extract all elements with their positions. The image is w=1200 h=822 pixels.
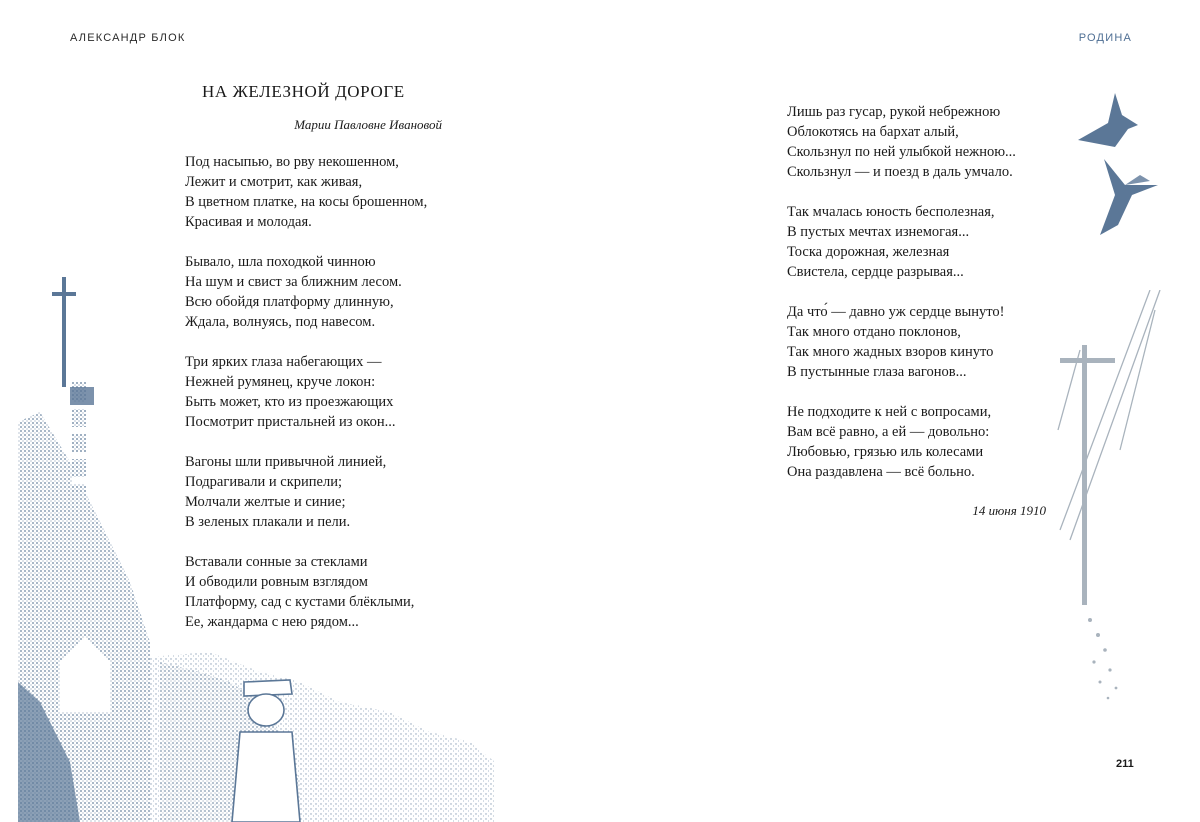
left-page-text: [185, 152, 485, 652]
verse-line: Красивая и молодая.: [185, 214, 312, 230]
verse-line: Облокотясь на бархат алый,: [787, 124, 959, 140]
verse-line: В зеленых плакали и пели.: [185, 514, 351, 530]
verse-line: Подрагивали и скрипели;: [185, 474, 343, 490]
stanza: [787, 202, 1087, 282]
running-head-section: РОДИНА: [1078, 32, 1132, 44]
verse-line: Нежней румянец, круче локон:: [185, 374, 376, 390]
stanza: [185, 452, 485, 532]
verse-line: На шум и свист за ближним лесом.: [185, 274, 402, 290]
verse-line: Да что́ — давно уж сердце вынуто!: [787, 304, 1005, 320]
stanza: [185, 552, 485, 632]
stanza: [787, 102, 1087, 182]
stanza: [185, 352, 485, 432]
verse-line: Платформу, сад с кустами блёклыми,: [185, 594, 415, 610]
verse-line: Так много отдано поклонов,: [787, 324, 961, 340]
verse-line: Ждала, волнуясь, под навесом.: [185, 314, 376, 330]
stanza: [185, 252, 485, 332]
verse-line: Лишь раз гусар, рукой небрежною: [787, 104, 1001, 120]
right-page-text: [787, 102, 1087, 502]
verse-line: Три ярких глаза набегающих —: [185, 354, 382, 370]
verse-line: Так много жадных взоров кинуто: [787, 344, 994, 360]
poem-title: НА ЖЕЛЕЗНОЙ ДОРОГЕ: [202, 82, 405, 101]
verse-line: Вам всё равно, а ей — довольно:: [787, 424, 990, 440]
stanza: [185, 152, 485, 232]
verse-line: В пустых мечтах изнемогая...: [787, 224, 970, 240]
verse-line: Быть может, кто из проезжающих: [185, 394, 394, 410]
verse-line: Молчали желтые и синие;: [185, 494, 346, 510]
verse-line: Лежит и смотрит, как живая,: [185, 174, 363, 190]
verse-line: И обводили ровным взглядом: [185, 574, 368, 590]
verse-line: Всю обойдя платформу длинную,: [185, 294, 394, 310]
verse-line: Скользнул — и поезд в даль умчало.: [787, 164, 1013, 180]
bird-icon: [1078, 93, 1138, 147]
verse-line: Любовью, грязью иль колесами: [787, 444, 984, 460]
page-number: 211: [1116, 758, 1134, 770]
poem-dedication: Марии Павловне Ивановой: [294, 117, 442, 132]
poem-date: 14 июня 1910: [972, 503, 1046, 518]
verse-line: Бывало, шла походкой чинною: [185, 254, 376, 270]
verse-line: Под насыпью, во рву некошенном,: [185, 154, 399, 170]
verse-line: Свистела, сердце разрывая...: [787, 264, 964, 280]
verse-line: Вставали сонные за стеклами: [185, 554, 368, 570]
verse-line: Вагоны шли привычной линией,: [185, 454, 387, 470]
running-head-author: АЛЕКСАНДР БЛОК: [70, 32, 186, 44]
verse-line: В цветном платке, на косы брошенном,: [185, 194, 428, 210]
verse-line: В пустынные глаза вагонов...: [787, 364, 967, 380]
stanza: [787, 402, 1087, 482]
stanza: [787, 302, 1087, 382]
bird-icon: [1100, 159, 1158, 235]
verse-line: Она раздавлена — всё больно.: [787, 464, 975, 480]
verse-line: Посмотрит пристальней из окон...: [185, 414, 396, 430]
verse-line: Ее, жандарма с нею рядом...: [185, 614, 359, 630]
verse-line: Скользнул по ней улыбкой нежною...: [787, 144, 1016, 160]
verse-line: Так мчалась юность бесполезная,: [787, 204, 995, 220]
verse-line: Не подходите к ней с вопросами,: [787, 404, 992, 420]
verse-line: Тоска дорожная, железная: [787, 244, 950, 260]
